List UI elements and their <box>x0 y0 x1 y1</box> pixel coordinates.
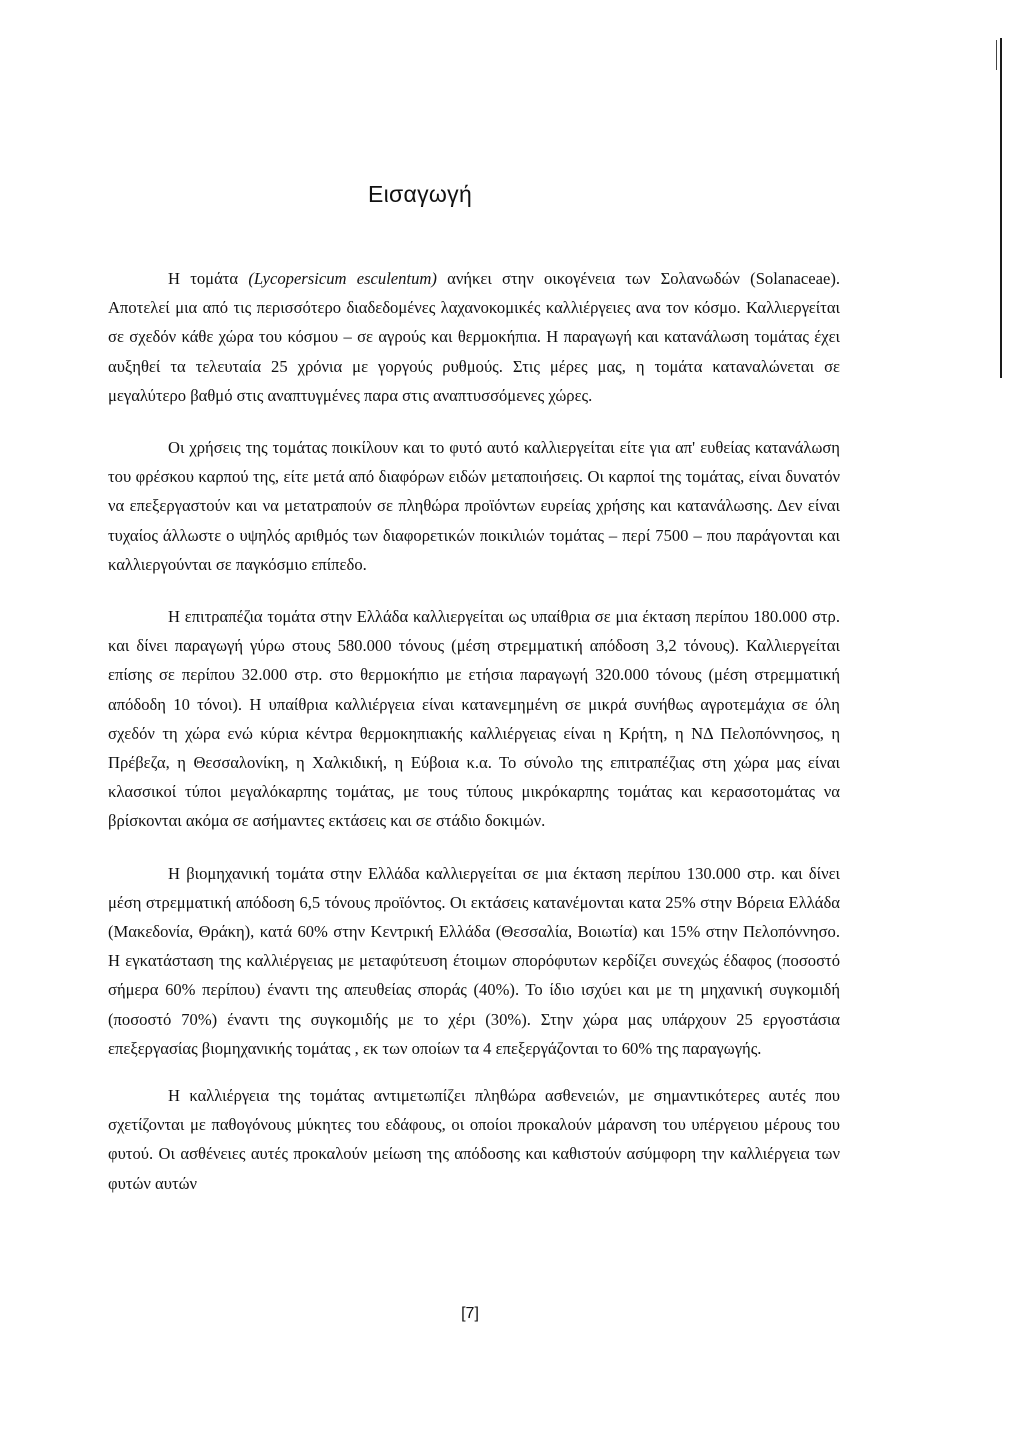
page-number: [7] <box>461 1305 479 1322</box>
paragraph-5: Η καλλιέργεια της τομάτας αντιμετωπίζει πληθώρα ασθενειών, με σημαντικότερες αυτές που σχετίζονται με παθογόνους μύκητες του εδάφους, οι οποίοι προκαλούν μάρανση του υπέργειου μέρους του φυτού. Οι ασθένειες αυτές προκαλούν μείωση της απόδοσης και καθιστούν ασύμφορη την καλλιέργεια των φυτών αυτών <box>108 1086 840 1193</box>
scientific-name: (Lycopersicum esculentum) <box>248 269 437 288</box>
scan-edge-line <box>1000 38 1002 378</box>
page-title: Εισαγωγή <box>367 181 473 207</box>
paragraph-2: Οι χρήσεις της τομάτας ποικίλουν και το φυτό αυτό καλλιεργείται είτε για απ' ευθείας κατανάλωση του φρέσκου καρπού της, είτε μετά από διαφόρων ειδών μεταποιήσεις. Οι καρποί της τομάτας, είναι δυνατόν να επεξεργαστούν και να μετατραπούν σε πληθώρα προϊόντων ευρείας χρήσης και κατανάλωσης. Δεν είναι τυχαίος άλλωστε ο υψηλός αριθμός των διαφορετικών ποικιλιών τομάτας – περί 7500 – που παράγονται και καλλιεργούνται σε παγκόσμιο επίπεδο. <box>108 438 840 574</box>
body-text <box>108 264 840 1221</box>
paragraph-1: Η τομάτα (Lycopersicum esculentum) ανήκει στην οικογένεια των Σολανωδών (Solanaceae). Αποτελεί μια από τις περισσότερο διαδεδομένες λαχανοκομικές καλλιέργειες ανα τον κόσμο. Καλλιεργείται σε σχεδόν κάθε χώρα του κόσμου – σε αγρούς και θερμοκήπια. Η παραγωγή και κατανάλωση τομάτας έχει αυξηθεί τα τελευταία 25 χρόνια με γοργούς ρυθμούς. Στις μέρες μας, η τομάτα καταναλώνεται σε μεγαλύτερο βαθμό στις αναπτυγμένες παρα στις αναπτυσσόμενες χώρες. <box>108 269 840 405</box>
scan-edge-mark <box>996 40 997 70</box>
paragraph-4: Η βιομηχανική τομάτα στην Ελλάδα καλλιεργείται σε μια έκταση περίπου 130.000 στρ. και δίνει μέση στρεμματική απόδοση 6,5 τόνους προϊόντος. Οι εκτάσεις κατανέμονται κατα 25% στην Βόρεια Ελλάδα (Μακεδονία, Θράκη), κατά 60% στην Κεντρική Ελλάδα (Θεσσαλία, Βοιωτία) και 15% στην Πελοπόννησο. Η εγκατάσταση της καλλιέργειας με μεταφύτευση έτοιμων σπορόφυτων κερδίζει συνεχώς έδαφος (ποσοστό σήμερα 60% περίπου) έναντι της απευθείας σποράς (40%). Το ίδιο ισχύει και με τη μηχανική συγκομιδή (ποσοστό 70%) έναντι της συγκομιδής με το χέρι (30%). Στην χώρα μας υπάρχουν 25 εργοστάσια επεξεργασίας βιομηχανικής τομάτας , εκ των οποίων τα 4 επεξεργάζονται το 60% της παραγωγής. <box>108 863 840 1058</box>
paragraph-3: Η επιτραπέζια τομάτα στην Ελλάδα καλλιεργείται ως υπαίθρια σε μια έκταση περίπου 180.000 στρ. και δίνει παραγωγή γύρω στους 580.000 τόνους (μέση στρεμματική απόδοση 3,2 τόνους). Καλλιεργείται επίσης σε περίπου 32.000 στρ. στο θερμοκήπιο με ετήσια παραγωγή 320.000 τόνους (μέση στρεμματική απόδοδη 10 τόνοι). Η υπαίθρια καλλιέργεια είναι κατανεμημένη σε μικρά συνήθως αγροτεμάχια σε όλη σχεδόν τη χώρα ενώ κύρια κέντρα θερμοκηπιακής καλλιέργειας είναι η Κρήτη, η ΝΔ Πελοπόννησος, η Πρέβεζα, η Θεσσαλονίκη, η Χαλκιδική, η Εύβοια κ.α. Το σύνολο της επιτραπέζιας στη χώρα μας είναι κλασσικοί τύποι μεγαλόκαρπης τομάτας, με τους τύπους μικρόκαρπης τομάτας και κερασοτομάτας να βρίσκονται ακόμα σε ασήμαντες εκτάσεις και σε στάδιο δοκιμών. <box>108 607 840 831</box>
